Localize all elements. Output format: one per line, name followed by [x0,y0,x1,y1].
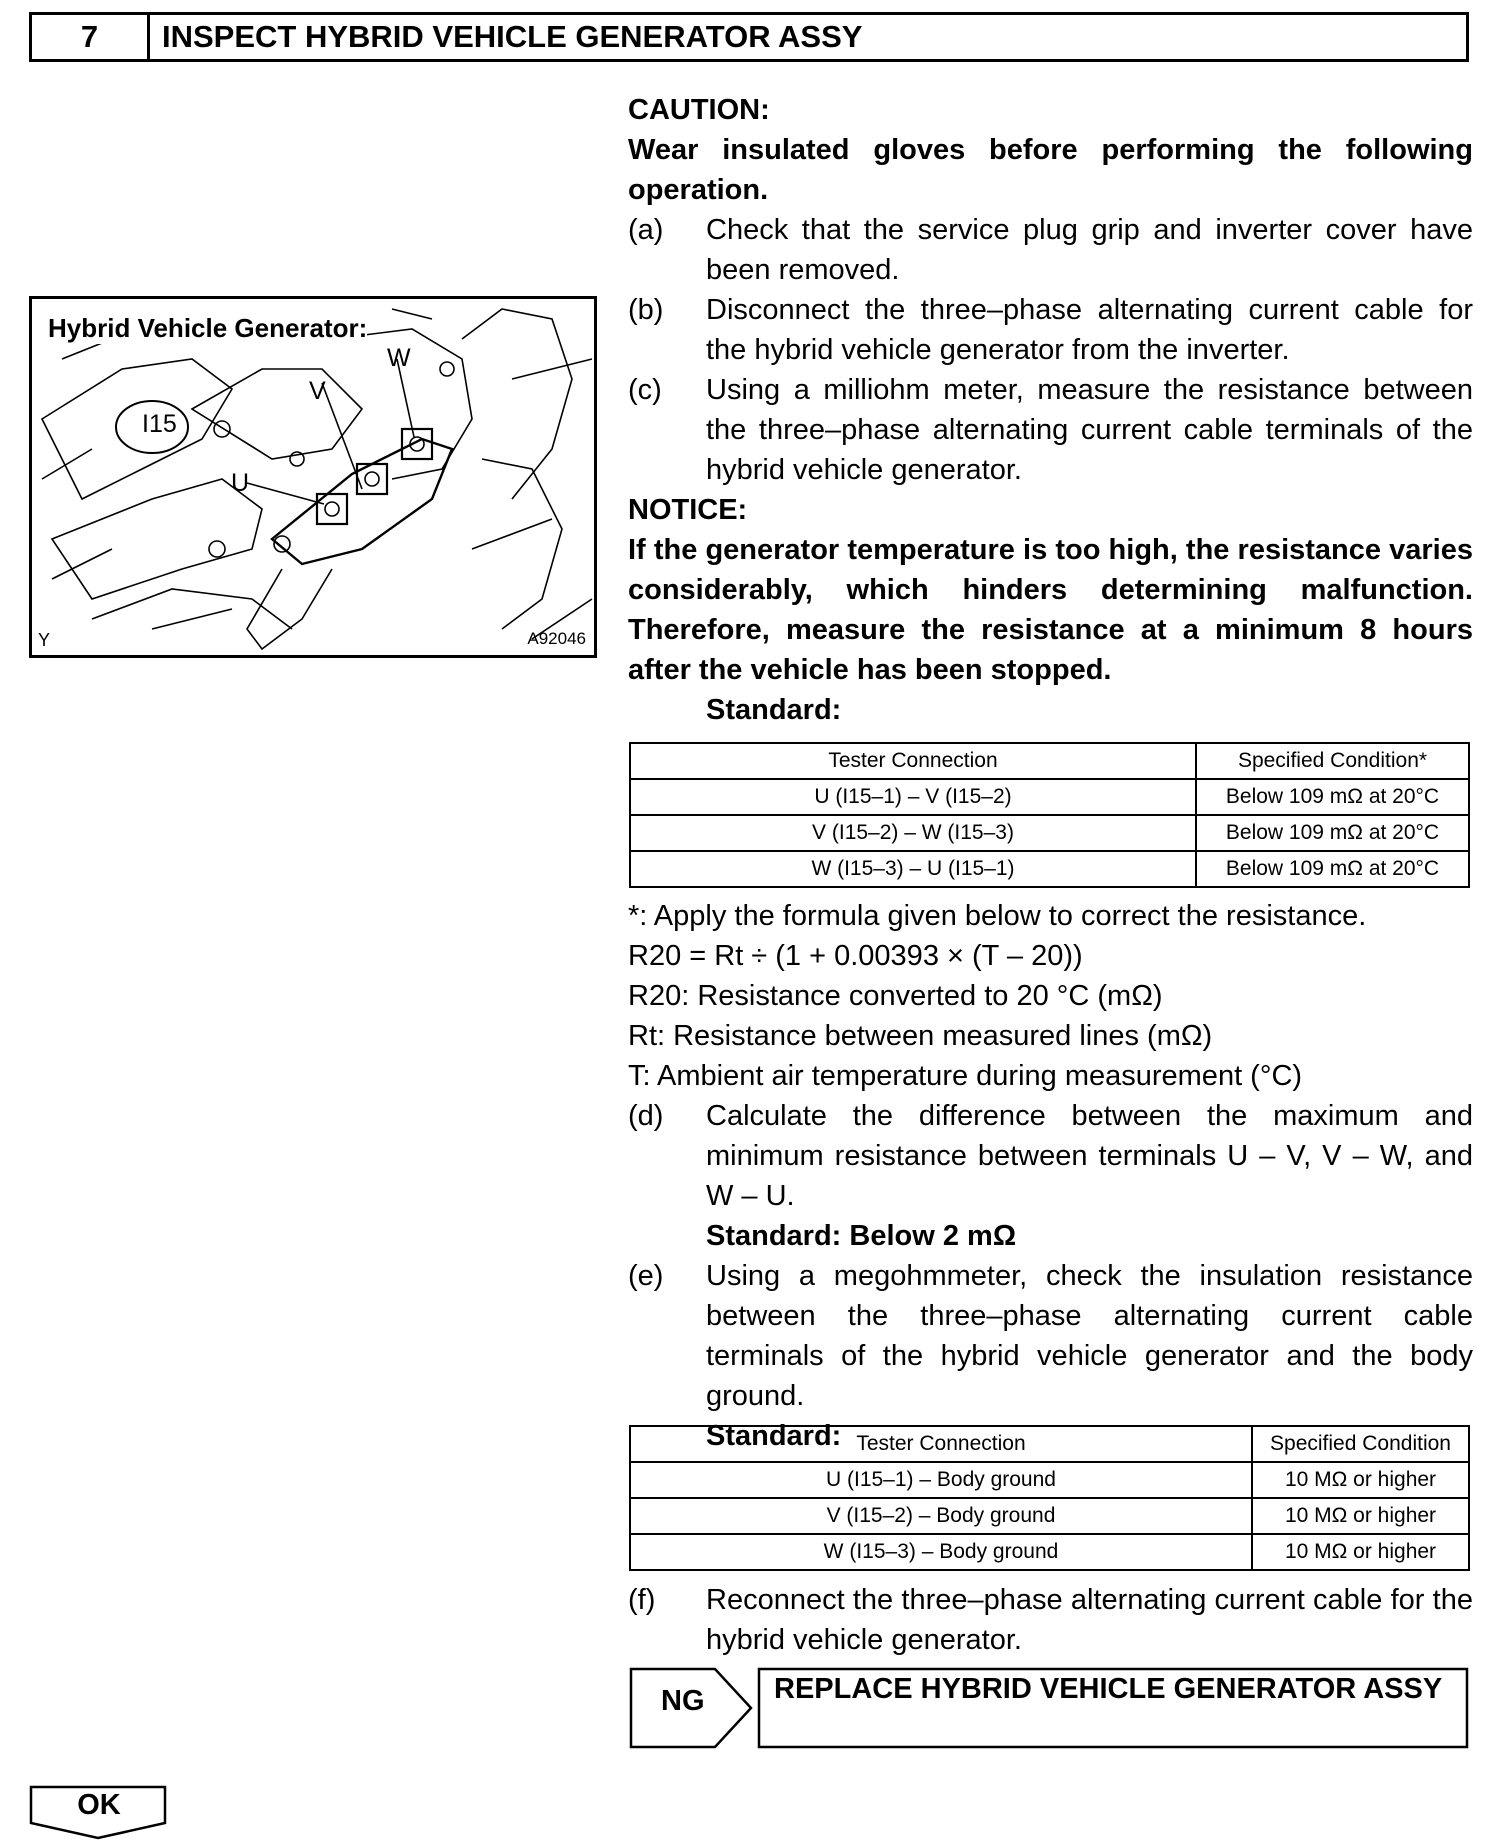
step-a-text: Check that the service plug grip and inverter cover have been removed. [706,214,1473,286]
step-f-text: Reconnect the three–phase alternating current cable for the hybrid vehicle generator. [706,1584,1473,1656]
table-cell: Below 109 mΩ at 20°C [1196,779,1469,815]
standard-label-2: Standard: [706,1420,842,1452]
table-cell: V (I15–2) – Body ground [630,1498,1252,1534]
table-cell: V (I15–2) – W (I15–3) [630,815,1196,851]
table-header-row [630,743,1469,779]
connector-label: I15 [142,410,177,438]
terminal-u-label: U [231,469,250,497]
step-number: 7 [32,15,150,59]
table-cell: W (I15–3) – U (I15–1) [630,851,1196,887]
step-c-text: Using a milliohm meter, measure the resistance between the three–phase alternating current cable terminals of the hybrid vehicle generator. [706,374,1473,486]
table-header: Tester Connection [630,1426,1252,1462]
formula-t: T: Ambient air temperature during measurement (°C) [628,1060,1303,1092]
procedure-text-bottom [628,1580,1473,1660]
table-row [630,815,1469,851]
table-row [630,1462,1469,1498]
ng-result-box [629,1667,1469,1749]
figure-code: A92046 [527,629,586,648]
step-e-key: (e) [628,1260,664,1292]
formula-r20: R20: Resistance converted to 20 °C (mΩ) [628,980,1163,1012]
caution-text: Wear insulated gloves before performing the following operation. [628,134,1473,206]
insulation-table [629,1425,1470,1571]
generator-figure [29,296,597,658]
standard-d: Standard: Below 2 mΩ [706,1220,1017,1252]
procedure-text-middle [628,896,1473,1456]
step-f-key: (f) [628,1584,656,1616]
corner-mark: Y [38,630,51,650]
step-a [628,210,1473,290]
notice-text: If the generator temperature is too high, the resistance varies considerably, which hinders determining malfunction. Therefore, measure the resistance at a minimum 8 hours after the vehicle has been stopped. [628,534,1473,686]
step-b-text: Disconnect the three–phase alternating current cable for the hybrid vehicle generator from the inverter. [706,294,1473,366]
step-b [628,290,1473,370]
table-cell: U (I15–1) – Body ground [630,1462,1252,1498]
table-row [630,1498,1469,1534]
step-c [628,370,1473,490]
formula-equation: R20 = Rt ÷ (1 + 0.00393 × (T – 20)) [628,940,1083,972]
table-cell: 10 MΩ or higher [1252,1462,1469,1498]
table-cell: Below 109 mΩ at 20°C [1196,851,1469,887]
resistance-table [629,742,1470,888]
terminal-v-label: V [309,377,326,405]
standard-label-1: Standard: [706,694,842,726]
table-row [630,1534,1469,1570]
notice-heading: NOTICE: [628,494,748,526]
step-f [628,1580,1473,1660]
ng-action: REPLACE HYBRID VEHICLE GENERATOR ASSY [774,1673,1443,1705]
table-cell: W (I15–3) – Body ground [630,1534,1252,1570]
step-title: INSPECT HYBRID VEHICLE GENERATOR ASSY [162,19,863,54]
figure-caption: Hybrid Vehicle Generator: [48,313,368,343]
table-cell: U (I15–1) – V (I15–2) [630,779,1196,815]
table-cell: Below 109 mΩ at 20°C [1196,815,1469,851]
generator-illustration [32,299,597,658]
procedure-text-top [628,90,1473,730]
step-d-text: Calculate the difference between the maximum and minimum resistance between terminals U – V, V – W, and W – U. [706,1100,1473,1212]
step-b-key: (b) [628,294,664,326]
step-c-key: (c) [628,374,662,406]
step-d [628,1096,1473,1216]
table-header-row [630,1426,1469,1462]
step-d-key: (d) [628,1100,664,1132]
table-cell: 10 MΩ or higher [1252,1498,1469,1534]
step-e [628,1256,1473,1416]
table-header: Tester Connection [630,743,1196,779]
step-a-key: (a) [628,214,664,246]
table-header: Specified Condition [1252,1426,1469,1462]
terminal-w-label: W [387,344,411,372]
table-header: Specified Condition* [1196,743,1469,779]
table-row [630,851,1469,887]
ok-label: OK [77,1789,121,1821]
step-header [29,12,1469,62]
formula-rt: Rt: Resistance between measured lines (mΩ) [628,1020,1213,1052]
table-cell: 10 MΩ or higher [1252,1534,1469,1570]
formula-note: *: Apply the formula given below to correct the resistance. [628,900,1367,932]
table-row [630,779,1469,815]
caution-heading: CAUTION: [628,94,770,126]
ng-label: NG [661,1685,705,1717]
step-e-text: Using a megohmmeter, check the insulation resistance between the three–phase alternating current cable terminals of the hybrid vehicle generator and the body ground. [706,1260,1473,1412]
